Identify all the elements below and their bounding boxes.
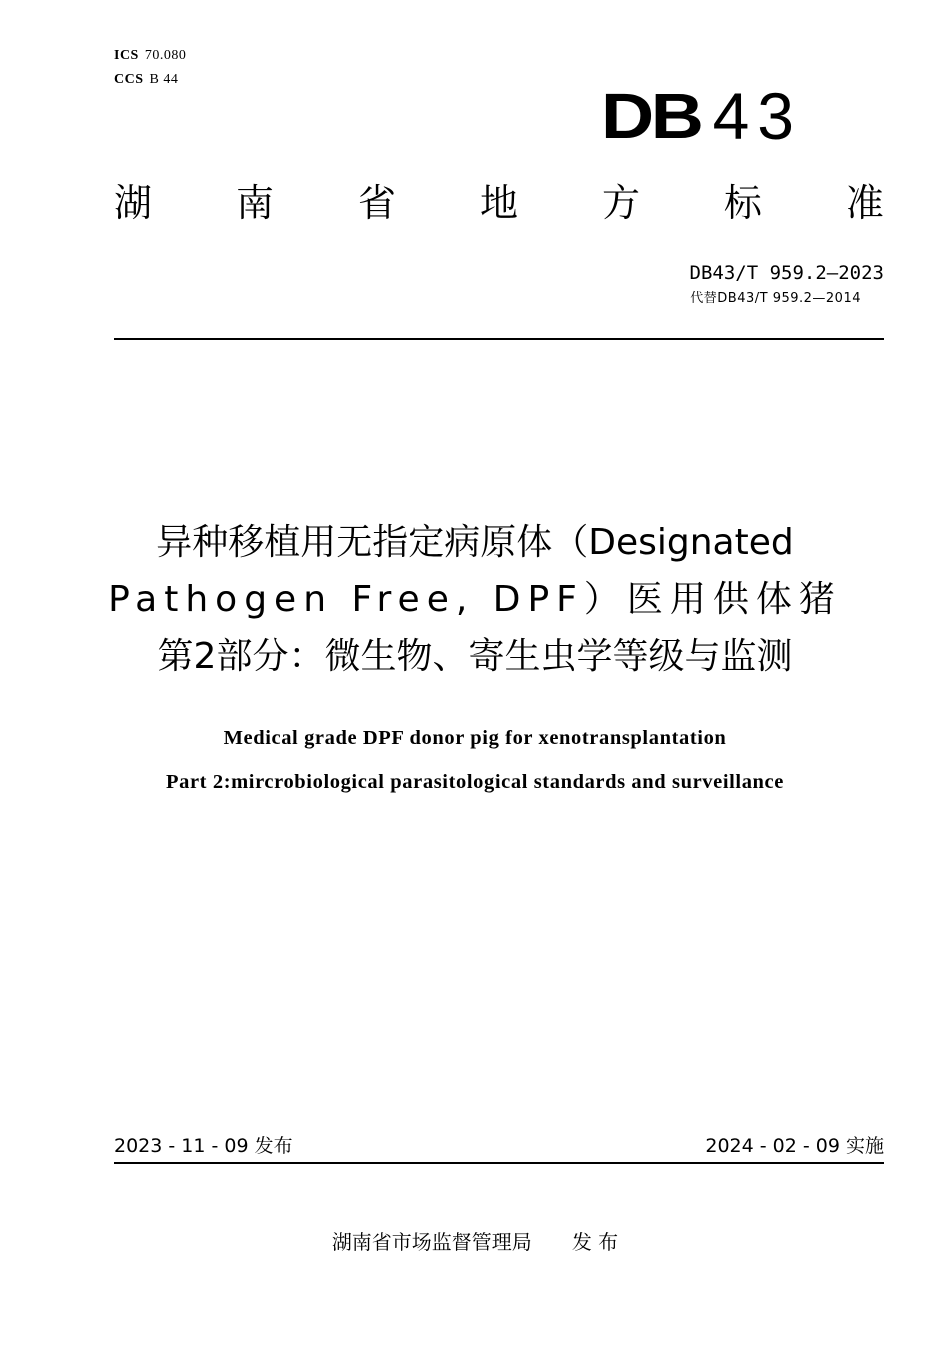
standard-type-char: 南 xyxy=(235,181,274,225)
ccs-line xyxy=(114,68,186,92)
standard-type-char: 省 xyxy=(357,181,396,225)
header-divider xyxy=(114,338,884,340)
ics-label: ICS xyxy=(114,48,139,63)
title-english-line: Part 2:mircrobiological parasitological standards and surveillance xyxy=(166,771,784,793)
replaces-standard: 代替DB43/T 959.2—2014 xyxy=(690,291,861,306)
issue-word: 发 布 xyxy=(571,1230,619,1254)
standard-type-char: 地 xyxy=(479,181,518,225)
standard-type xyxy=(114,178,884,228)
implement-date: 2024 - 02 - 09 实施 xyxy=(705,1135,884,1157)
footer-divider xyxy=(114,1162,884,1164)
standard-number: DB43/T 959.2—2023 xyxy=(689,262,884,284)
publish-date: 2023 - 11 - 09 发布 xyxy=(114,1135,293,1157)
title-chinese xyxy=(0,514,950,685)
db-logo-letters: DB xyxy=(601,80,701,152)
title-chinese-line: Pathogen Free, DPF）医用供体猪 xyxy=(108,579,842,620)
ics-line xyxy=(114,44,186,68)
ccs-value: B 44 xyxy=(149,72,179,87)
issuer xyxy=(0,1227,950,1257)
standard-type-char: 准 xyxy=(845,181,884,225)
ics-value: 70.080 xyxy=(144,48,187,63)
standard-type-char: 湖 xyxy=(114,181,153,225)
issuer-name: 湖南省市场监督管理局 xyxy=(331,1230,532,1254)
standard-type-char: 标 xyxy=(723,181,762,225)
title-english-line: Medical grade DPF donor pig for xenotransplantation xyxy=(223,727,727,749)
db-logo-number: 43 xyxy=(712,79,802,153)
ccs-label: CCS xyxy=(114,72,144,87)
title-english xyxy=(0,716,950,804)
title-chinese-line: 第2部分：微生物、寄生虫学等级与监测 xyxy=(157,636,793,677)
title-chinese-line: 异种移植用无指定病原体（Designated xyxy=(156,522,794,563)
db-logo xyxy=(601,79,802,153)
standard-type-char: 方 xyxy=(601,181,640,225)
classification-codes xyxy=(114,44,186,92)
